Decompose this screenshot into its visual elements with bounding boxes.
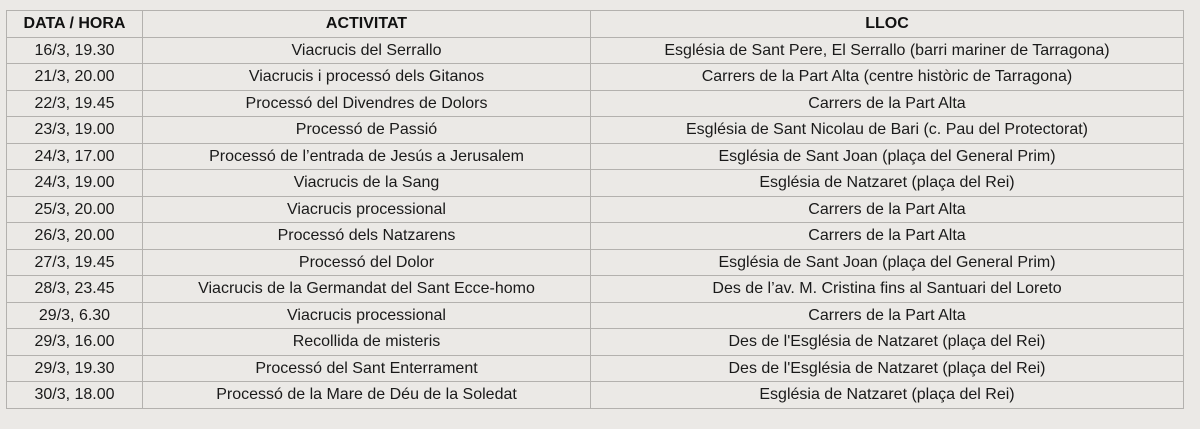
table-row [7,64,1184,91]
cell-location: Església de Sant Pere, El Serrallo (barri mariner de Tarragona) [591,37,1184,64]
cell-location: Carrers de la Part Alta [591,90,1184,117]
table-row [7,329,1184,356]
table-row [7,382,1184,409]
cell-date: 30/3, 18.00 [7,382,143,409]
table-row [7,90,1184,117]
cell-activity: Processó de Passió [143,117,591,144]
cell-location: Des de l'Església de Natzaret (plaça del Rei) [591,355,1184,382]
cell-date: 29/3, 6.30 [7,302,143,329]
cell-activity: Processó dels Natzarens [143,223,591,250]
cell-date: 24/3, 17.00 [7,143,143,170]
table-row [7,143,1184,170]
cell-location: Des de l’av. M. Cristina fins al Santuari del Loreto [591,276,1184,303]
table-row [7,276,1184,303]
cell-activity: Viacrucis i processó dels Gitanos [143,64,591,91]
cell-location: Carrers de la Part Alta [591,302,1184,329]
cell-date: 29/3, 19.30 [7,355,143,382]
cell-activity: Processó del Divendres de Dolors [143,90,591,117]
cell-activity: Viacrucis del Serrallo [143,37,591,64]
cell-date: 24/3, 19.00 [7,170,143,197]
cell-location: Carrers de la Part Alta (centre històric de Tarragona) [591,64,1184,91]
cell-location: Carrers de la Part Alta [591,196,1184,223]
table-row [7,249,1184,276]
table-row [7,170,1184,197]
cell-activity: Viacrucis de la Germandat del Sant Ecce-homo [143,276,591,303]
cell-activity: Processó de la Mare de Déu de la Soledat [143,382,591,409]
cell-date: 29/3, 16.00 [7,329,143,356]
column-header-date: DATA / HORA [7,11,143,38]
cell-location: Església de Natzaret (plaça del Rei) [591,170,1184,197]
table-row [7,37,1184,64]
cell-activity: Processó del Sant Enterrament [143,355,591,382]
cell-location: Església de Sant Nicolau de Bari (c. Pau del Protectorat) [591,117,1184,144]
cell-activity: Viacrucis processional [143,196,591,223]
table-row [7,302,1184,329]
table-body [7,37,1184,408]
cell-location: Església de Sant Joan (plaça del General Prim) [591,249,1184,276]
cell-activity: Processó del Dolor [143,249,591,276]
cell-date: 23/3, 19.00 [7,117,143,144]
cell-location: Església de Sant Joan (plaça del General Prim) [591,143,1184,170]
schedule-table [6,10,1184,409]
cell-activity: Viacrucis de la Sang [143,170,591,197]
column-header-activity: ACTIVITAT [143,11,591,38]
cell-date: 21/3, 20.00 [7,64,143,91]
cell-location: Des de l'Església de Natzaret (plaça del Rei) [591,329,1184,356]
cell-date: 22/3, 19.45 [7,90,143,117]
cell-location: Església de Natzaret (plaça del Rei) [591,382,1184,409]
table-row [7,117,1184,144]
cell-date: 27/3, 19.45 [7,249,143,276]
cell-location: Carrers de la Part Alta [591,223,1184,250]
cell-activity: Processó de l’entrada de Jesús a Jerusalem [143,143,591,170]
cell-activity: Viacrucis processional [143,302,591,329]
cell-date: 25/3, 20.00 [7,196,143,223]
cell-date: 28/3, 23.45 [7,276,143,303]
cell-activity: Recollida de misteris [143,329,591,356]
table-row [7,355,1184,382]
cell-date: 26/3, 20.00 [7,223,143,250]
column-header-location: LLOC [591,11,1184,38]
table-header-row [7,11,1184,38]
table-row [7,223,1184,250]
cell-date: 16/3, 19.30 [7,37,143,64]
table-row [7,196,1184,223]
